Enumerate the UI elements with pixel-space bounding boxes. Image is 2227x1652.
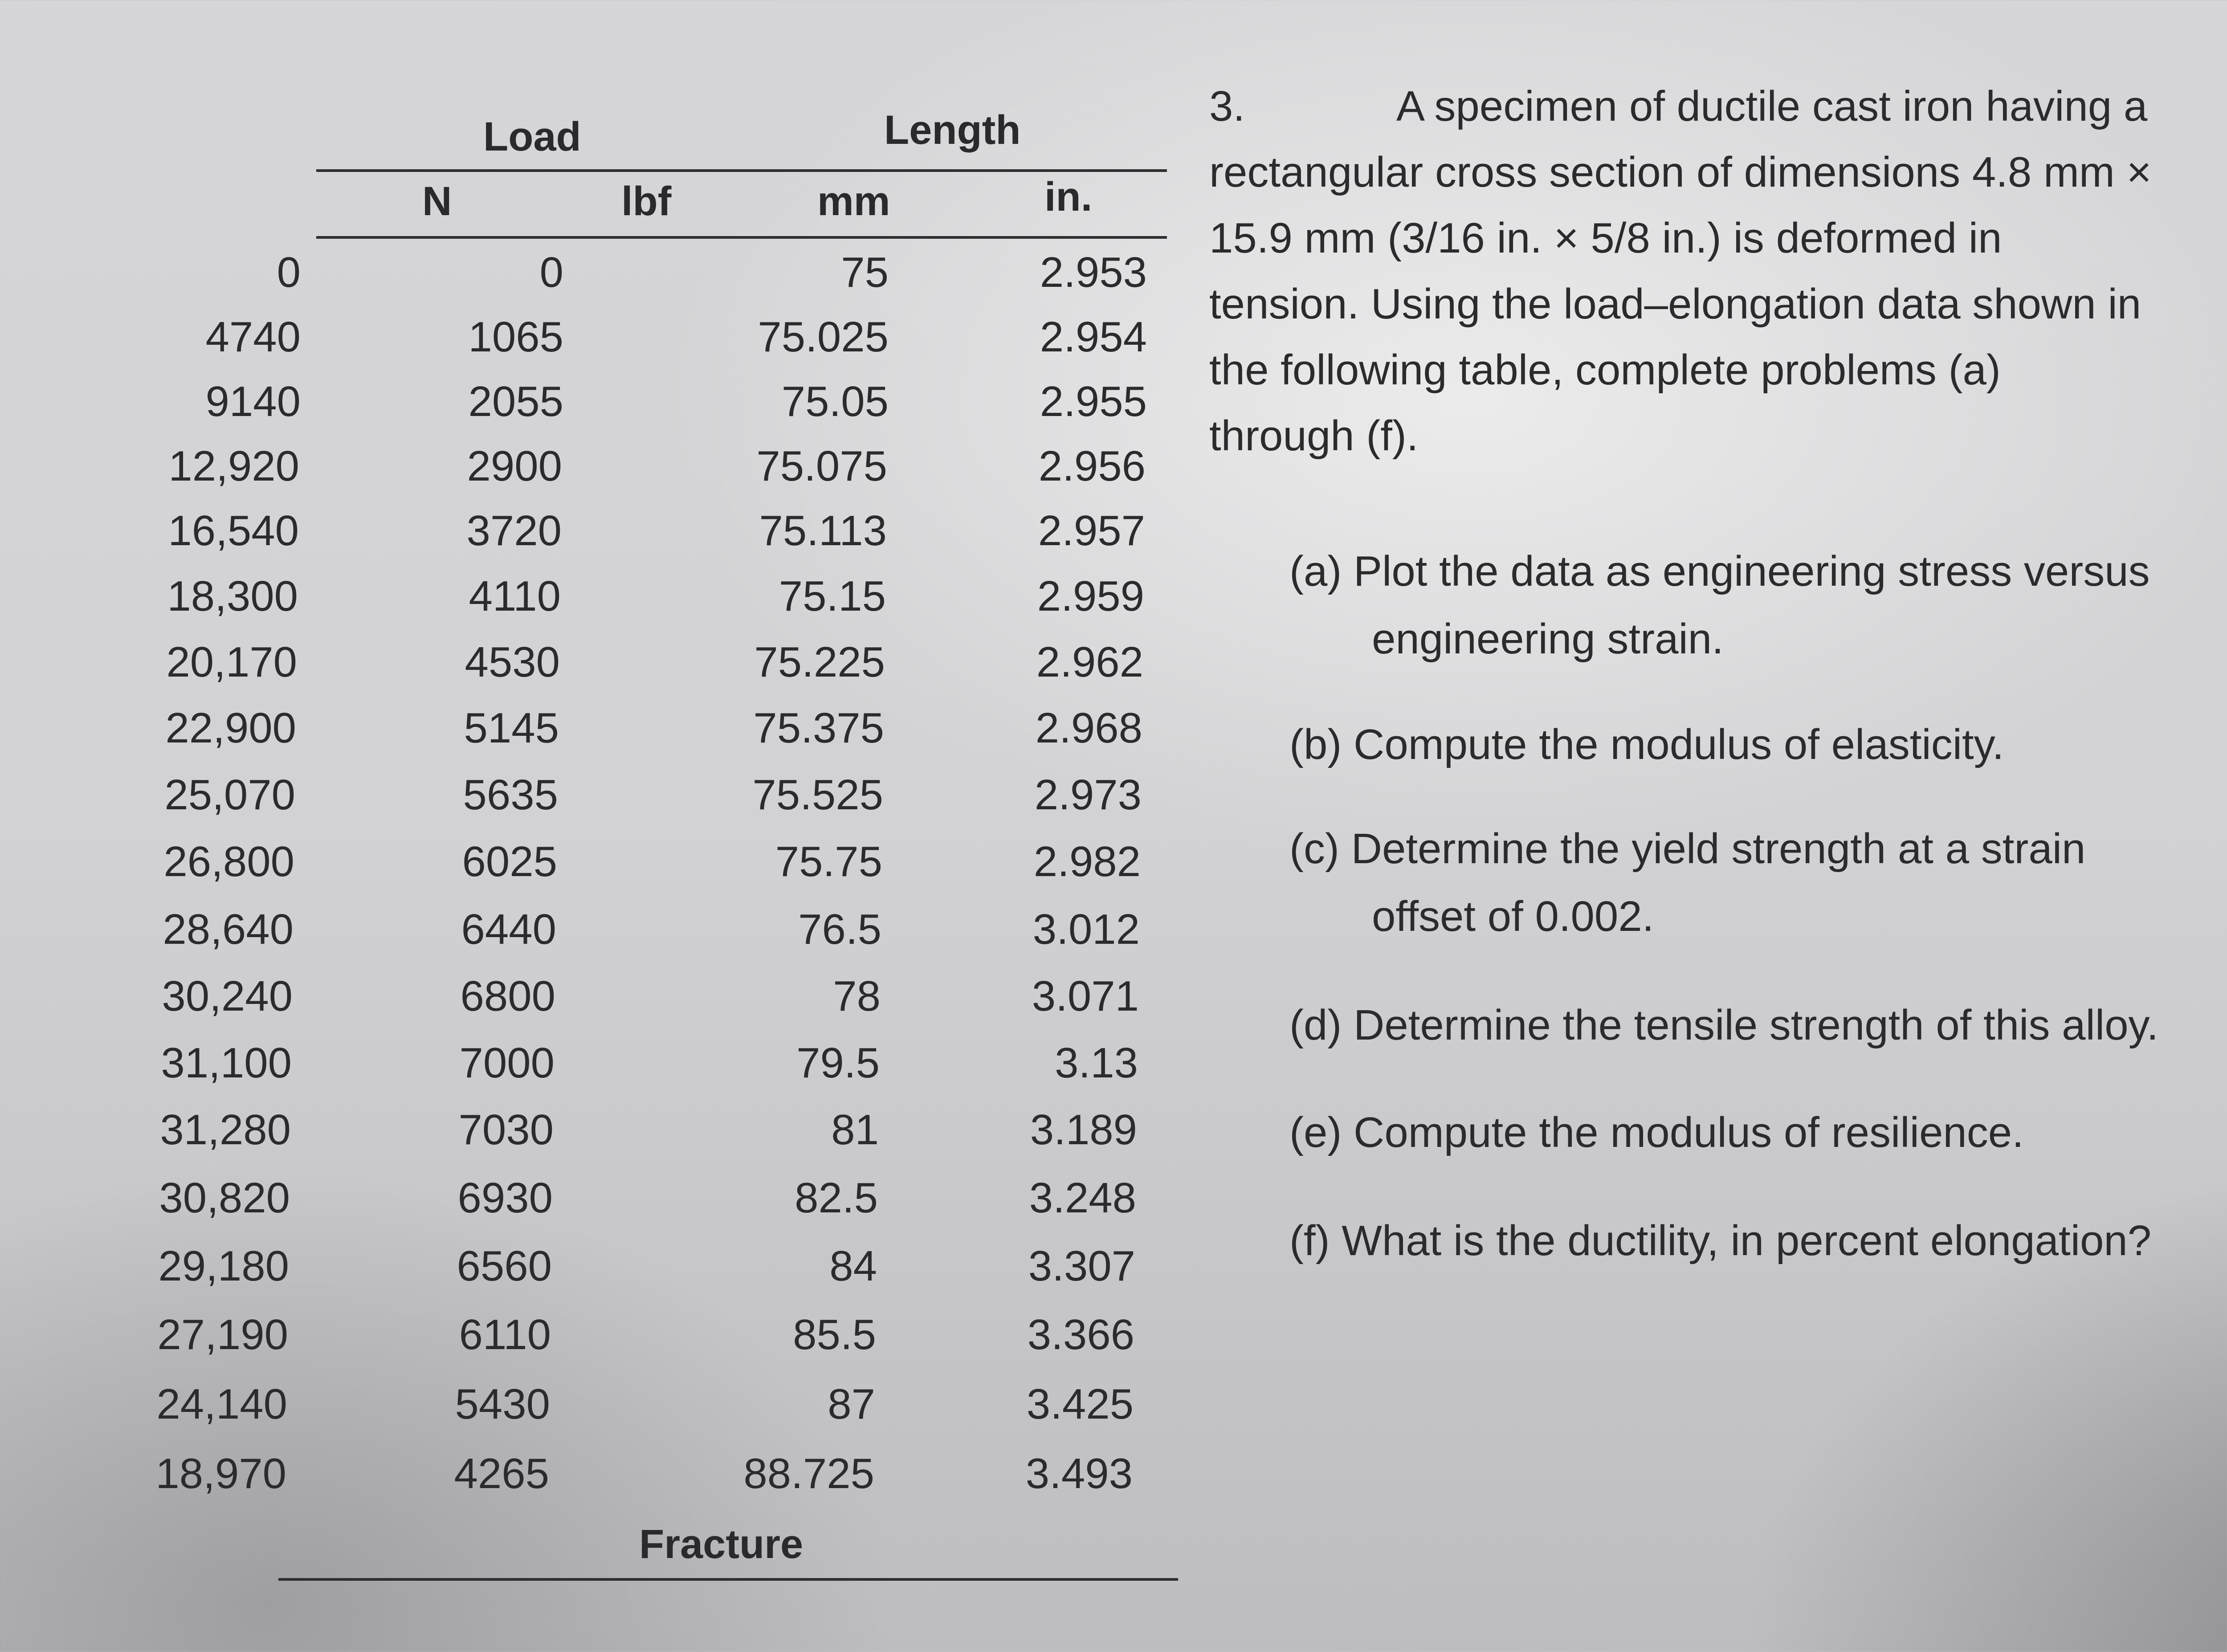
length-mm-cell: 78 [833, 972, 881, 1020]
load-lbf-cell: 6025 [462, 838, 557, 885]
load-n-cell: 25,070 [164, 771, 295, 819]
load-lbf-cell: 2900 [467, 442, 562, 490]
table-row [0, 762, 1142, 828]
length-in-cell: 2.959 [1037, 572, 1144, 620]
table-row [0, 1233, 1135, 1300]
length-mm-cell: 75.025 [758, 313, 889, 361]
header-top-rule [316, 169, 1167, 172]
part-c-continuation: offset of 0.002. [1372, 893, 1654, 940]
length-mm-cell: 75.15 [779, 572, 886, 620]
table-row [0, 304, 1147, 371]
load-lbf-cell: 0 [539, 249, 563, 296]
length-mm-cell: 76.5 [798, 906, 881, 953]
table-row [0, 1097, 1137, 1163]
load-lbf-cell: 4265 [454, 1450, 549, 1497]
length-mm-cell: 88.725 [743, 1450, 874, 1497]
load-lbf-cell: 7030 [458, 1106, 554, 1154]
load-n-cell: 24,140 [156, 1380, 287, 1428]
length-mm-cell: 82.5 [795, 1174, 878, 1222]
load-n-cell: 20,170 [166, 638, 297, 686]
load-n-cell: 16,540 [168, 507, 299, 555]
load-n-cell: 29,180 [158, 1242, 289, 1290]
problem-intro-line: the following table, complete problems (a) [1209, 346, 2001, 394]
table-row [0, 896, 1140, 963]
problem-part-e [1289, 1099, 2227, 1167]
length-mm-cell: 75.113 [759, 507, 887, 555]
table-row [0, 563, 1144, 630]
length-mm-cell: 81 [831, 1106, 879, 1154]
load-lbf-cell: 6110 [459, 1311, 551, 1358]
length-mm-cell: 75.525 [752, 771, 883, 819]
load-n-cell: 31,100 [161, 1039, 292, 1087]
problem-intro-first-line [1209, 73, 2227, 139]
problem-part-f [1289, 1207, 2227, 1275]
load-n-cell: 18,300 [167, 572, 298, 620]
length-in-cell: 2.953 [1040, 249, 1147, 296]
load-lbf-cell: 5430 [455, 1380, 550, 1428]
length-in-cell: 3.012 [1032, 906, 1140, 953]
part-e-line: (e) Compute the modulus of resilience. [1289, 1109, 2024, 1156]
length-in-cell: 3.493 [1025, 1450, 1133, 1497]
table-row [0, 629, 1143, 696]
length-in-cell: 3.189 [1030, 1106, 1137, 1154]
load-lbf-cell: 6930 [457, 1174, 553, 1222]
problem-intro-line: tension. Using the load–elongation data shown in [1209, 280, 2141, 328]
problem-intro-line: through (f). [1209, 412, 1419, 460]
length-mm-cell: 87 [828, 1380, 875, 1428]
table-row [0, 239, 1147, 306]
length-mm-cell: 84 [829, 1242, 877, 1290]
length-in-cell: 2.973 [1034, 771, 1142, 819]
table-bottom-rule [278, 1578, 1178, 1581]
load-n-cell: 31,280 [160, 1106, 291, 1154]
load-n-cell: 30,820 [159, 1174, 290, 1222]
part-a-continuation: engineering strain. [1372, 615, 1724, 663]
table-row [0, 1440, 1133, 1507]
length-mm-cell: 79.5 [796, 1039, 880, 1087]
problem-intro-line: 15.9 mm (3/16 in. × 5/8 in.) is deformed in [1209, 214, 2002, 262]
problem-intro-text: A specimen of ductile cast iron having a [1396, 82, 2148, 130]
part-d-line: (d) Determine the tensile strength of this alloy. [1289, 1001, 2159, 1049]
load-lbf-cell: 1065 [468, 313, 563, 361]
length-mm-cell: 75.75 [775, 838, 882, 885]
load-lbf-cell: 4110 [469, 572, 561, 620]
length-in-cell: 3.307 [1028, 1242, 1135, 1290]
load-lbf-cell: 5145 [464, 704, 559, 752]
load-n-cell: 4740 [205, 313, 301, 361]
length-in-cell: 3.248 [1029, 1174, 1136, 1222]
problem-part-c [1289, 815, 2227, 950]
length-in-cell: 2.957 [1038, 507, 1145, 555]
load-lbf-cell: 2055 [468, 378, 563, 425]
table-row [0, 433, 1146, 500]
load-lbf-cell: 6440 [461, 906, 556, 953]
part-b-line: (b) Compute the modulus of elasticity. [1289, 721, 2004, 768]
part-f-line: (f) What is the ductility, in percent elongation? [1289, 1217, 2152, 1264]
table-row [0, 1301, 1134, 1368]
problem-intro-line: rectangular cross section of dimensions 4.8 mm × [1209, 148, 2152, 196]
length-in-cell: 3.366 [1027, 1311, 1134, 1358]
table-row [0, 1030, 1138, 1097]
load-lbf-cell: 6800 [460, 972, 555, 1020]
length-in-cell: 3.425 [1026, 1380, 1134, 1428]
load-lbf-cell: 7000 [459, 1039, 555, 1087]
load-lbf-cell: 6560 [457, 1242, 552, 1290]
table-row [0, 963, 1139, 1030]
length-in-cell: 3.071 [1032, 972, 1139, 1020]
length-in-cell: 2.968 [1035, 704, 1142, 752]
load-n-cell: 26,800 [163, 838, 294, 885]
n-unit-header: N [422, 179, 452, 224]
table-row [0, 498, 1145, 564]
length-mm-cell: 75.375 [753, 704, 884, 752]
length-in-cell: 2.982 [1033, 838, 1141, 885]
load-lbf-cell: 5635 [463, 771, 558, 819]
length-in-cell: 2.962 [1036, 638, 1143, 686]
table-row [0, 828, 1141, 895]
load-header: Load [483, 114, 581, 159]
load-n-cell: 28,640 [163, 906, 294, 953]
length-header: Length [884, 107, 1021, 153]
length-mm-cell: 75.05 [781, 378, 889, 425]
table-row [0, 695, 1142, 762]
load-n-cell: 0 [277, 249, 301, 296]
length-mm-cell: 75 [841, 249, 889, 296]
part-a-line: (a) Plot the data as engineering stress versus [1289, 547, 2150, 595]
load-lbf-cell: 3720 [466, 507, 562, 555]
load-lbf-cell: 4530 [465, 638, 560, 686]
length-in-cell: 3.13 [1055, 1039, 1138, 1087]
header-bottom-rule [316, 236, 1167, 239]
length-mm-cell: 75.225 [754, 638, 885, 686]
problem-statement [1209, 73, 2227, 469]
problem-number: 3. [1209, 82, 1245, 130]
fracture-label: Fracture [639, 1521, 804, 1567]
part-c-line: (c) Determine the yield strength at a strain [1289, 825, 2086, 873]
problem-part-a [1289, 538, 2227, 673]
length-in-cell: 2.956 [1038, 442, 1146, 490]
load-n-cell: 30,240 [162, 972, 293, 1020]
table-row [0, 1165, 1136, 1232]
length-in-cell: 2.954 [1040, 313, 1147, 361]
in-unit-header: in. [1044, 174, 1093, 220]
load-n-cell: 22,900 [165, 704, 296, 752]
table-row [0, 1371, 1134, 1438]
load-n-cell: 12,920 [168, 442, 299, 490]
load-n-cell: 9140 [205, 378, 301, 425]
problem-part-d [1289, 991, 2227, 1059]
mm-unit-header: mm [817, 179, 890, 224]
load-n-cell: 18,970 [155, 1450, 286, 1497]
problem-part-b [1289, 711, 2227, 779]
length-in-cell: 2.955 [1040, 378, 1147, 425]
load-n-cell: 27,190 [157, 1311, 288, 1358]
length-mm-cell: 85.5 [793, 1311, 876, 1358]
table-row [0, 368, 1147, 435]
lbf-unit-header: lbf [621, 179, 672, 224]
length-mm-cell: 75.075 [756, 442, 887, 490]
